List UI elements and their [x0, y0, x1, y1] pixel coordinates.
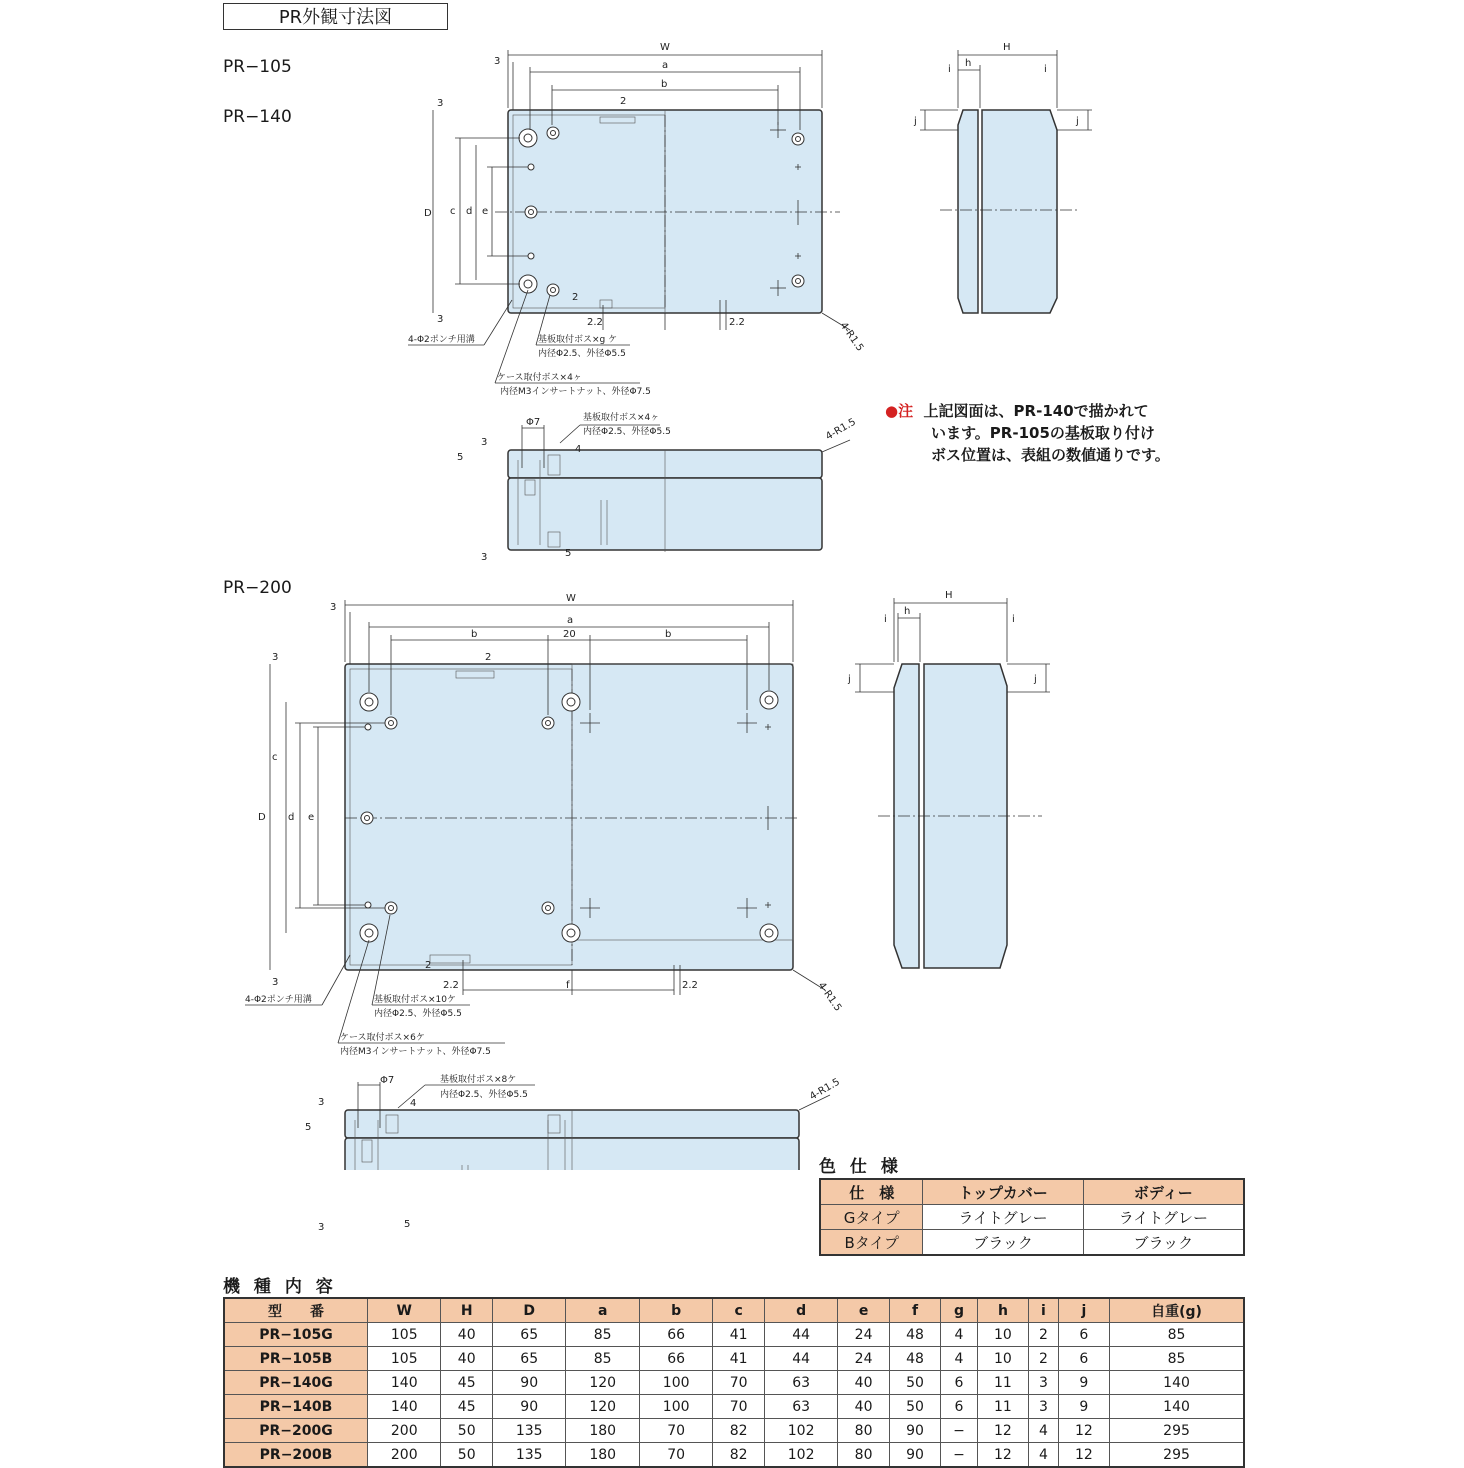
table-cell: 50 — [889, 1371, 940, 1395]
table-cell: 102 — [764, 1419, 837, 1443]
model-label-pr105: PR−105 — [223, 57, 292, 77]
dim-2-bottom-top: 2 — [485, 652, 492, 663]
table-cell: 12 — [1058, 1419, 1109, 1443]
table-cell: ライトグレー — [923, 1205, 1083, 1230]
dim-b-bottom-left: b — [471, 629, 478, 640]
table-cell: 6 — [941, 1395, 977, 1419]
table-cell: 70 — [713, 1371, 764, 1395]
table-row — [820, 1230, 1244, 1256]
spec-header-cell: i — [1029, 1298, 1058, 1323]
table-cell: 200 — [368, 1419, 441, 1443]
model-label-pr200: PR−200 — [223, 578, 292, 598]
callout-board-boss-dims-top: 内径Φ2.5、外径Φ5.5 — [538, 349, 626, 359]
table-cell: 50 — [889, 1395, 940, 1419]
dim-D-top: D — [424, 208, 432, 219]
table-cell: 135 — [492, 1443, 565, 1468]
table-cell: 200 — [368, 1443, 441, 1468]
table-cell: 180 — [566, 1419, 639, 1443]
dim-b-bottom-right: b — [665, 629, 672, 640]
dim-3-bottom-left: 3 — [437, 314, 444, 325]
table-cell: 85 — [1110, 1323, 1244, 1347]
table-cell: 85 — [1110, 1347, 1244, 1371]
callout-punch-bottom: 4-Φ2ポンチ用溝 — [245, 995, 312, 1005]
table-cell: 80 — [838, 1419, 889, 1443]
dim-i-side-left: i — [948, 64, 951, 75]
table-cell: 90 — [889, 1419, 940, 1443]
table-cell: 140 — [368, 1395, 441, 1419]
table-cell: 90 — [889, 1443, 940, 1468]
table-cell: 4 — [941, 1323, 977, 1347]
table-cell: 41 — [713, 1347, 764, 1371]
dim-phi7-bottom: Φ7 — [380, 1075, 395, 1086]
dim-j-side-bottom-right: j — [1034, 674, 1037, 685]
table-cell: 140 — [368, 1371, 441, 1395]
table-cell: 70 — [713, 1395, 764, 1419]
table-row — [224, 1443, 1244, 1468]
dim-c-top: c — [450, 206, 456, 217]
dim-j-side-right: j — [1076, 116, 1079, 127]
dim-2-2-bottom-left: 2.2 — [443, 980, 459, 991]
table-cell: 65 — [492, 1323, 565, 1347]
drawing-note — [885, 400, 1205, 466]
table-cell: 295 — [1110, 1419, 1244, 1443]
spec-header-cell: a — [566, 1298, 639, 1323]
table-cell: 40 — [441, 1347, 492, 1371]
callout-side-boss-bottom: 基板取付ボス×8ケ — [440, 1075, 517, 1085]
dim-a-top: a — [662, 60, 669, 71]
dim-h-side-bottom: h — [904, 606, 911, 617]
table-cell: 70 — [639, 1419, 712, 1443]
dim-4-front: 4 — [575, 444, 582, 455]
table-cell: ブラック — [923, 1230, 1083, 1256]
table-cell: ブラック — [1083, 1230, 1244, 1256]
dim-i-side-bottom-left: i — [884, 614, 887, 625]
table-cell: 66 — [639, 1323, 712, 1347]
spec-table-title: 機 種 内 容 — [223, 1277, 337, 1297]
table-cell: 63 — [764, 1371, 837, 1395]
table-cell: 6 — [941, 1371, 977, 1395]
dim-j-side-left: j — [914, 116, 917, 127]
table-cell: 102 — [764, 1443, 837, 1468]
color-header-spec: 仕 様 — [820, 1179, 923, 1205]
side-view-pr200 — [847, 590, 1050, 968]
dim-3-top-left: 3 — [437, 98, 444, 109]
dim-5-front-bottom-top: 5 — [305, 1122, 312, 1133]
dim-4-front-bottom: 4 — [410, 1098, 417, 1109]
dim-3-front-bottom-bottom: 3 — [318, 1222, 325, 1233]
callout-board-boss-top: 基板取付ボス×g ケ — [538, 335, 618, 345]
dim-2-bottom-bottom: 2 — [425, 960, 432, 971]
table-row — [224, 1371, 1244, 1395]
spec-header-cell: 自重(g) — [1110, 1298, 1244, 1323]
dim-W-top: W — [660, 42, 670, 53]
table-cell: 85 — [566, 1347, 639, 1371]
table-cell: 9 — [1058, 1395, 1109, 1419]
table-cell: 24 — [838, 1347, 889, 1371]
dim-i-side-right: i — [1044, 64, 1047, 75]
table-cell: 105 — [368, 1347, 441, 1371]
dim-i-side-bottom-right: i — [1012, 614, 1015, 625]
dim-3-bottom: 3 — [330, 602, 337, 613]
color-spec-table — [819, 1178, 1245, 1256]
table-row — [224, 1395, 1244, 1419]
table-cell: 4 — [1029, 1419, 1058, 1443]
dim-3-bottom-topleft: 3 — [272, 652, 279, 663]
table-cell: 41 — [713, 1323, 764, 1347]
dim-H-side: H — [1003, 42, 1011, 53]
dim-e-top: e — [482, 206, 489, 217]
dim-b-top: b — [661, 79, 668, 90]
table-cell: 85 — [566, 1323, 639, 1347]
top-view-pr200 — [245, 593, 843, 1057]
dim-5-front-top: 5 — [457, 452, 464, 463]
table-cell: 6 — [1058, 1323, 1109, 1347]
table-cell: 295 — [1110, 1443, 1244, 1468]
spec-header-cell: j — [1058, 1298, 1109, 1323]
callout-board-boss-dims-bottom: 内径Φ2.5、外径Φ5.5 — [374, 1009, 462, 1019]
callout-side-boss-dims-top: 内径Φ2.5、外径Φ5.5 — [583, 427, 671, 437]
table-cell: 24 — [838, 1323, 889, 1347]
spec-header-cell: d — [764, 1298, 837, 1323]
dim-phi7-top: Φ7 — [526, 417, 541, 428]
dim-f-bottom: f — [566, 980, 570, 991]
dim-2-2-right: 2.2 — [729, 317, 745, 328]
table-cell: Gタイプ — [820, 1205, 923, 1230]
note-line1: 上記図面は、PR-140で描かれて — [923, 402, 1149, 420]
table-cell: 40 — [838, 1395, 889, 1419]
table-cell: Bタイプ — [820, 1230, 923, 1256]
color-header-top: トップカバー — [923, 1179, 1083, 1205]
table-cell: 4 — [1029, 1443, 1058, 1468]
dim-r15-front-top: 4-R1.5 — [824, 416, 858, 443]
table-row — [224, 1347, 1244, 1371]
color-spec-title: 色 仕 様 — [819, 1157, 902, 1177]
table-cell: 105 — [368, 1323, 441, 1347]
dim-2-2-bottom-right: 2.2 — [682, 980, 698, 991]
table-cell: 6 — [1058, 1347, 1109, 1371]
spec-header-cell: c — [713, 1298, 764, 1323]
dim-5-front-bottom: 5 — [565, 548, 572, 559]
table-cell: 12 — [977, 1419, 1028, 1443]
dim-c-bottom: c — [272, 752, 278, 763]
note-line2: います。PR-105の基板取り付け — [931, 424, 1155, 442]
table-cell: 2 — [1029, 1323, 1058, 1347]
table-cell: 140 — [1110, 1371, 1244, 1395]
color-header-body: ボディー — [1083, 1179, 1244, 1205]
table-cell: 12 — [1058, 1443, 1109, 1468]
table-cell: 90 — [492, 1395, 565, 1419]
table-cell: 135 — [492, 1419, 565, 1443]
dim-d-bottom: d — [288, 812, 295, 823]
callout-case-boss-dims-bottom: 内径M3インサートナット、外径Φ7.5 — [340, 1047, 491, 1057]
dim-d-top: d — [466, 206, 473, 217]
callout-case-boss-dims-top: 内径M3インサートナット、外径Φ7.5 — [500, 387, 651, 397]
dim-3-front-top: 3 — [481, 437, 488, 448]
spec-model-cell: PR−105B — [224, 1347, 368, 1371]
table-cell: 100 — [639, 1395, 712, 1419]
table-cell: − — [941, 1419, 977, 1443]
dim-20-bottom: 20 — [563, 629, 576, 640]
table-row — [224, 1419, 1244, 1443]
table-cell: 82 — [713, 1419, 764, 1443]
table-cell: 120 — [566, 1395, 639, 1419]
spec-header-cell: 型 番 — [224, 1298, 368, 1323]
table-row — [820, 1205, 1244, 1230]
callout-punch-top: 4-Φ2ポンチ用溝 — [408, 335, 475, 345]
table-cell: 11 — [977, 1371, 1028, 1395]
callout-case-boss-top: ケース取付ボス×4ヶ — [497, 373, 582, 383]
callout-side-boss-top: 基板取付ボス×4ヶ — [583, 413, 660, 423]
table-cell: 45 — [441, 1371, 492, 1395]
side-view-pr140 — [913, 42, 1092, 313]
spec-header-cell: W — [368, 1298, 441, 1323]
table-cell: − — [941, 1443, 977, 1468]
table-cell: 48 — [889, 1347, 940, 1371]
spec-model-cell: PR−200G — [224, 1419, 368, 1443]
dim-h-side: h — [965, 58, 972, 69]
front-view-pr140 — [457, 411, 858, 563]
table-cell: 40 — [441, 1323, 492, 1347]
spec-header-cell: e — [838, 1298, 889, 1323]
note-line3: ボス位置は、表組の数値通りです。 — [931, 446, 1170, 464]
spec-model-cell: PR−140G — [224, 1371, 368, 1395]
spec-header-cell: f — [889, 1298, 940, 1323]
table-cell: 100 — [639, 1371, 712, 1395]
table-cell: 90 — [492, 1371, 565, 1395]
spec-model-cell: PR−140B — [224, 1395, 368, 1419]
callout-side-boss-dims-bottom: 内径Φ2.5、外径Φ5.5 — [440, 1090, 528, 1100]
table-cell: 140 — [1110, 1395, 1244, 1419]
spec-header-cell: D — [492, 1298, 565, 1323]
dim-3-front-bottom: 3 — [481, 552, 488, 563]
callout-case-boss-bottom: ケース取付ボス×6ケ — [340, 1033, 425, 1043]
dim-r15-top: 4-R1.5 — [837, 320, 866, 354]
dim-5-front-bottom-bottom: 5 — [404, 1219, 411, 1230]
table-cell: 70 — [639, 1443, 712, 1468]
table-cell: 63 — [764, 1395, 837, 1419]
dim-H-side-bottom: H — [945, 590, 953, 601]
table-row — [224, 1298, 1244, 1323]
table-cell: 50 — [441, 1443, 492, 1468]
table-cell: 11 — [977, 1395, 1028, 1419]
table-cell: 3 — [1029, 1395, 1058, 1419]
table-cell: 4 — [941, 1347, 977, 1371]
table-cell: 9 — [1058, 1371, 1109, 1395]
table-cell: 44 — [764, 1323, 837, 1347]
spec-table — [223, 1297, 1245, 1468]
table-cell: 10 — [977, 1323, 1028, 1347]
table-cell: 48 — [889, 1323, 940, 1347]
spec-model-cell: PR−200B — [224, 1443, 368, 1468]
spec-header-cell: h — [977, 1298, 1028, 1323]
callout-board-boss-bottom: 基板取付ボス×10ケ — [374, 995, 456, 1005]
dim-e-bottom: e — [308, 812, 315, 823]
spec-model-cell: PR−105G — [224, 1323, 368, 1347]
table-row — [820, 1179, 1244, 1205]
table-cell: 45 — [441, 1395, 492, 1419]
dim-3-front-bottom-top: 3 — [318, 1097, 325, 1108]
dim-2-top: 2 — [620, 96, 627, 107]
dim-j-side-bottom-left: j — [848, 674, 851, 685]
table-cell: 65 — [492, 1347, 565, 1371]
note-bullet: ●注 — [885, 402, 914, 420]
table-cell: 10 — [977, 1347, 1028, 1371]
dim-3-bottom-bottomleft: 3 — [272, 977, 279, 988]
spec-header-cell: g — [941, 1298, 977, 1323]
dim-D-bottom: D — [258, 812, 266, 823]
model-label-pr140: PR−140 — [223, 107, 292, 127]
table-cell: 3 — [1029, 1371, 1058, 1395]
table-cell: 40 — [838, 1371, 889, 1395]
dim-a-bottom: a — [567, 615, 574, 626]
top-view-pr140 — [408, 42, 865, 397]
dim-3-top: 3 — [494, 56, 501, 67]
table-cell: 180 — [566, 1443, 639, 1468]
table-cell: 82 — [713, 1443, 764, 1468]
table-cell: 12 — [977, 1443, 1028, 1468]
dim-r15-front-bottom: 4-R1.5 — [808, 1076, 842, 1103]
table-cell: 66 — [639, 1347, 712, 1371]
dim-2-2-left: 2.2 — [587, 317, 603, 328]
spec-header-cell: b — [639, 1298, 712, 1323]
spec-header-cell: H — [441, 1298, 492, 1323]
table-cell: ライトグレー — [1083, 1205, 1244, 1230]
dim-2-bottom: 2 — [572, 292, 579, 303]
table-cell: 50 — [441, 1419, 492, 1443]
table-cell: 44 — [764, 1347, 837, 1371]
table-cell: 2 — [1029, 1347, 1058, 1371]
table-cell: 80 — [838, 1443, 889, 1468]
table-row — [224, 1323, 1244, 1347]
page-title: PR外観寸法図 — [223, 3, 448, 30]
table-cell: 120 — [566, 1371, 639, 1395]
dim-r15-bottom: 4-R1.5 — [815, 980, 844, 1014]
dim-W-bottom: W — [566, 593, 576, 604]
